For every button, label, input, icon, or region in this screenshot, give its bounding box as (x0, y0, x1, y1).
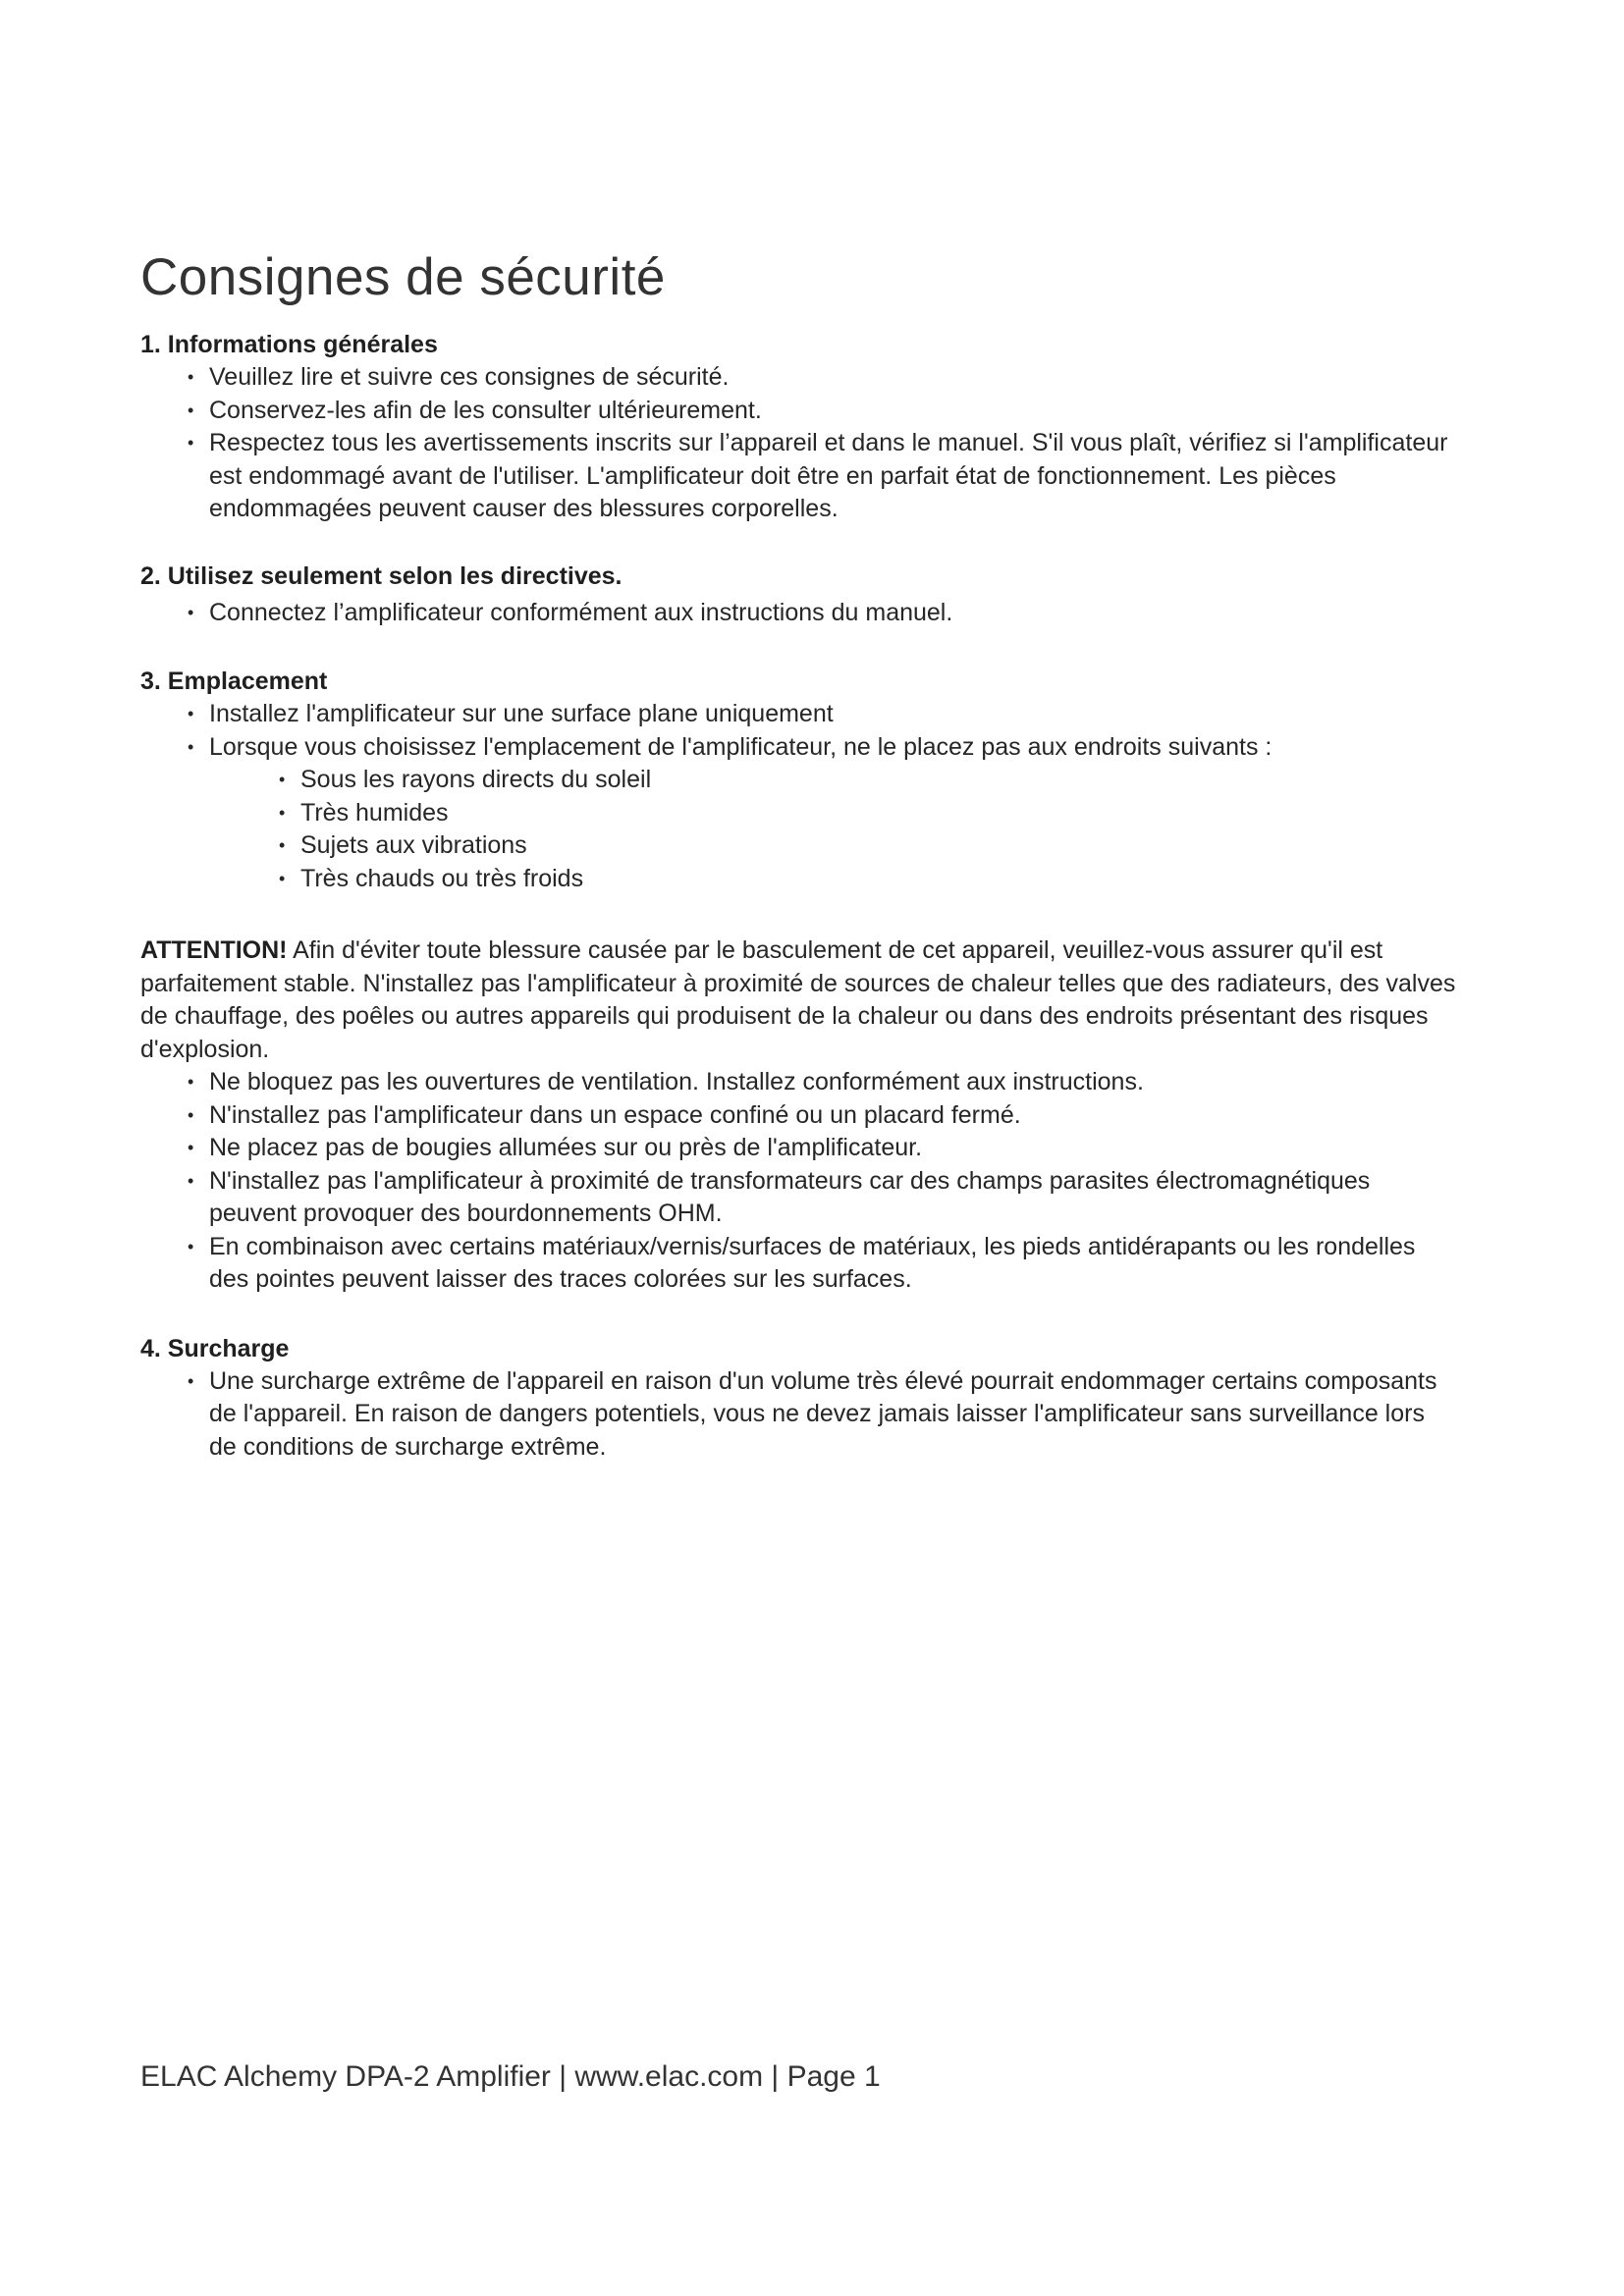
section-heading: 1. Informations générales (140, 331, 438, 358)
list-item: • Connectez l’amplificateur conformément aux instructions du manuel. (140, 597, 1476, 630)
section-heading: 3. Emplacement (140, 667, 328, 695)
bullet-list (140, 1365, 1476, 1465)
list-item: • Installez l'amplificateur sur une surface plane uniquement (140, 698, 1476, 731)
section-heading: 2. Utilisez seulement selon les directives. (140, 561, 623, 590)
section-overload (140, 1332, 1476, 1465)
sub-list-item: • Sous les rayons directs du soleil (140, 764, 1476, 797)
document-page (140, 245, 1476, 1464)
section-general-info (140, 328, 1476, 526)
list-item: • Une surcharge extrême de l'appareil en raison d'un volume très élevé pourrait endommager certains composants de l'appareil. En raison de dangers potentiels, vous ne devez jamais laisser l'amplificateur sans surveillance lors de conditions de surcharge extrême. (140, 1365, 1476, 1465)
sub-list-item: • Sujets aux vibrations (140, 829, 1476, 863)
list-item: • En combinaison avec certains matériaux/vernis/surfaces de matériaux, les pieds antidérapants ou les rondelles des pointes peuvent laisser des traces colorées sur les surfaces. (140, 1231, 1476, 1297)
section-heading: 4. Surcharge (140, 1334, 290, 1362)
page-title: Consignes de sécurité (140, 248, 666, 306)
attention-paragraph (140, 934, 1476, 1066)
list-item: • Conservez-les afin de les consulter ultérieurement. (140, 395, 1476, 428)
list-item: • N'installez pas l'amplificateur dans un espace confiné ou un placard fermé. (140, 1099, 1476, 1133)
sub-list-item: • Très chauds ou très froids (140, 863, 1476, 896)
sub-list-item: • Très humides (140, 797, 1476, 830)
list-item: • Veuillez lire et suivre ces consignes de sécurité. (140, 361, 1476, 395)
list-item: • Ne placez pas de bougies allumées sur ou près de l'amplificateur. (140, 1132, 1476, 1165)
list-item: • Respectez tous les avertissements inscrits sur l’appareil et dans le manuel. S'il vous plaît, vérifiez si l'amplificateur est endommagé avant de l'utiliser. L'amplificateur doit être en parfait état de fonctionnement. Les pièces endommagées peuvent causer des blessures corporelles. (140, 427, 1476, 526)
bullet-list (140, 698, 1476, 895)
list-item: • Ne bloquez pas les ouvertures de ventilation. Installez conformément aux instructions. (140, 1066, 1476, 1099)
list-item: • Lorsque vous choisissez l'emplacement de l'amplificateur, ne le placez pas aux endroits suivants : (140, 731, 1476, 765)
attention-text: Afin d'éviter toute blessure causée par le basculement de cet appareil, veuillez-vous assurer qu'il est parfaitement stable. N'installez pas l'amplificateur à proximité de sources de chaleur telles que des radiateurs, des valves de chauffage, des poêles ou autres appareils qui produisent de la chaleur ou dans des endroits présentant des risques d'explosion. (140, 936, 1456, 1063)
bullet-list (140, 361, 1476, 526)
list-item: • N'installez pas l'amplificateur à proximité de transformateurs car des champs parasites électromagnétiques peuvent provoquer des bourdonnements OHM. (140, 1165, 1476, 1231)
bullet-list (140, 597, 1476, 630)
attention-list (140, 1066, 1476, 1297)
page-footer: ELAC Alchemy DPA-2 Amplifier | www.elac.com | Page 1 (140, 2060, 881, 2093)
attention-label: ATTENTION! (140, 936, 288, 964)
section-usage (140, 560, 1476, 630)
section-location (140, 665, 1476, 895)
